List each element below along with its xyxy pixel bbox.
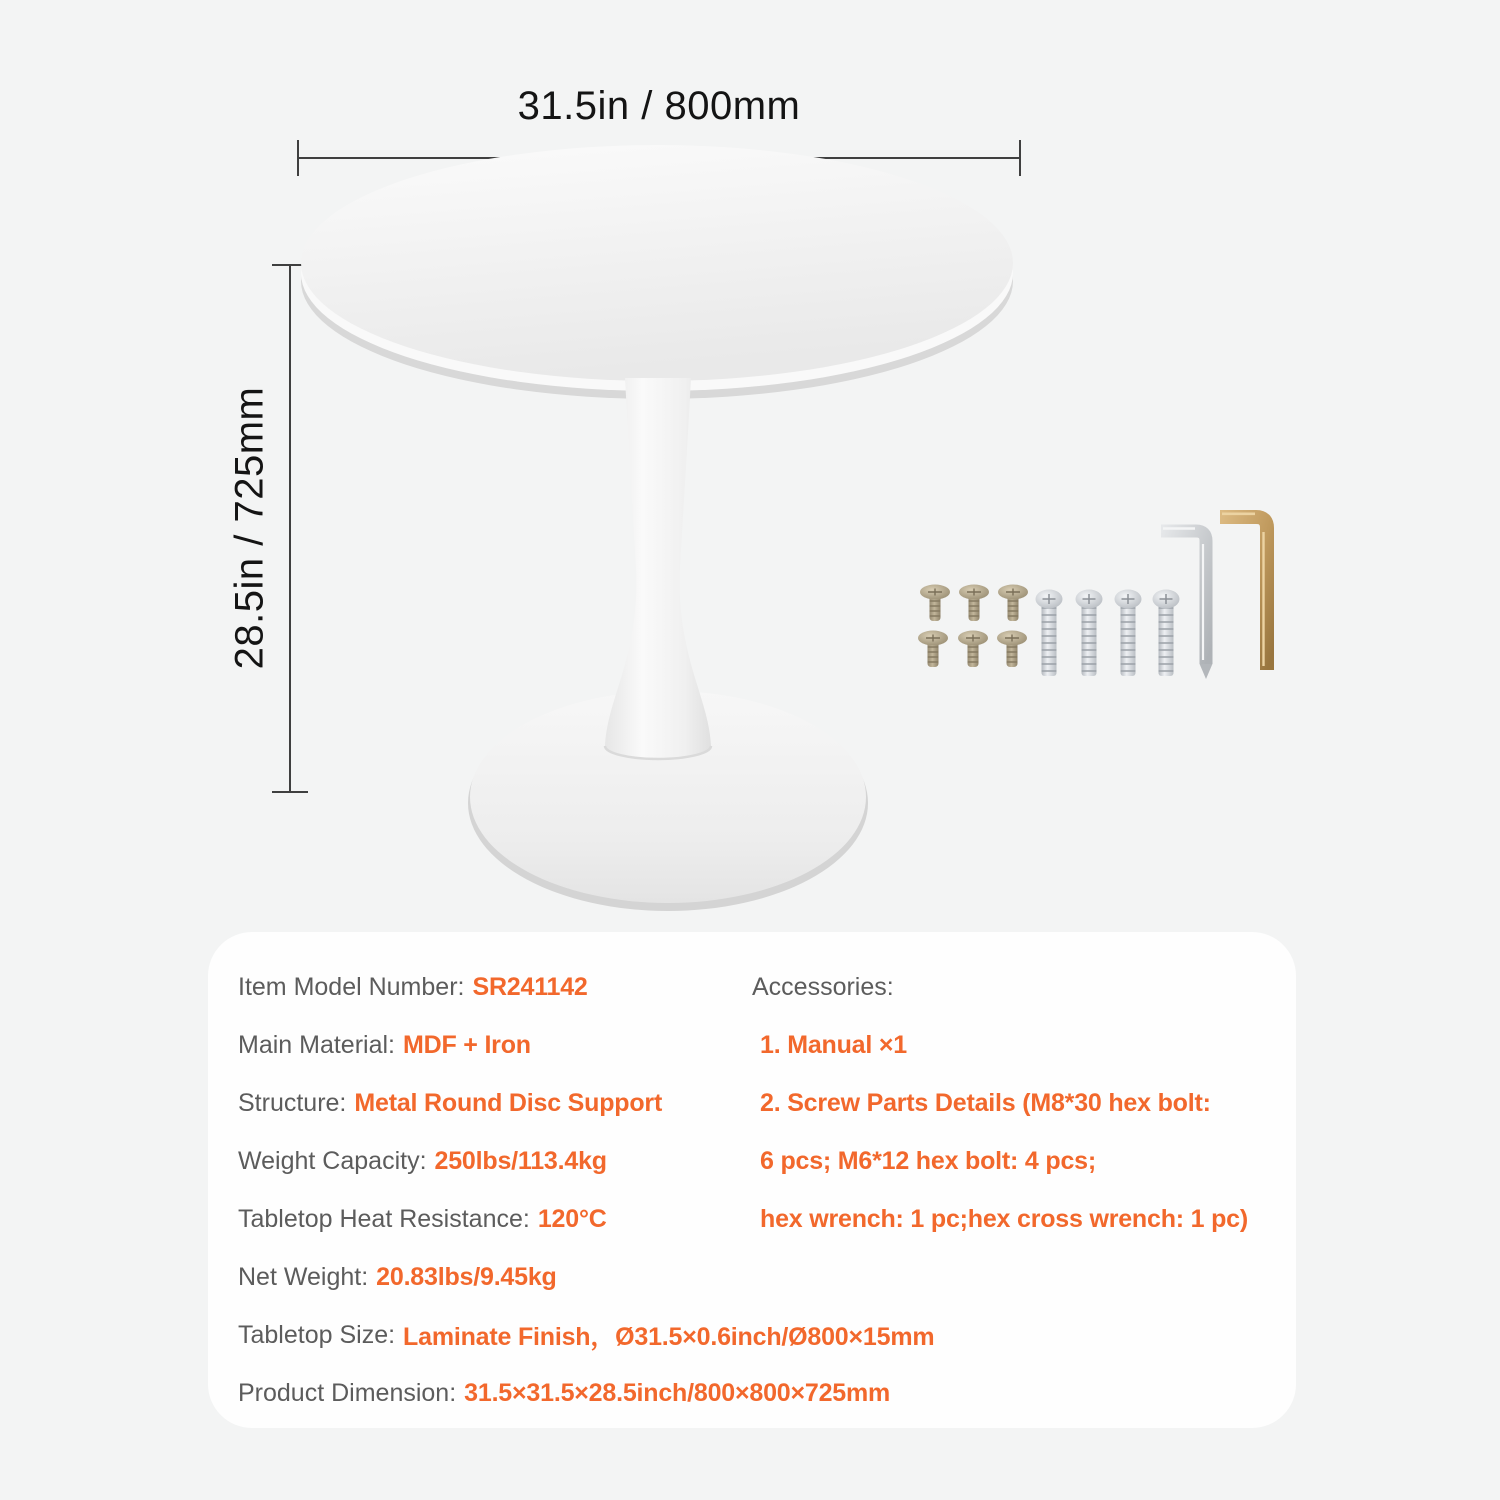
accessory-item-wrenches <box>752 1190 1296 1248</box>
spec-value: hex wrench: 1 pc;hex cross wrench: 1 pc) <box>760 1204 1248 1233</box>
spec-value: SR241142 <box>472 972 588 1001</box>
spec-value: Laminate Finish，Ø31.5×0.6inch/Ø800×15mm <box>403 1323 935 1351</box>
spec-label: Item Model Number: <box>238 972 465 1001</box>
spec-label: Tabletop Heat Resistance: <box>238 1204 530 1233</box>
table-stem <box>605 378 711 759</box>
spec-row-model <box>238 958 752 1016</box>
spec-right-column <box>752 958 1296 1428</box>
accessory-item-manual <box>752 1016 1296 1074</box>
spec-label: Tabletop Size: <box>238 1320 396 1349</box>
hex-wrench-icon <box>1220 514 1267 670</box>
spec-label: Structure: <box>238 1088 347 1117</box>
spec-label: Weight Capacity: <box>238 1146 427 1175</box>
spec-value: MDF + Iron <box>403 1030 531 1059</box>
spec-value: 31.5×31.5×28.5inch/800×800×725mm <box>464 1378 891 1407</box>
spec-row-net-weight <box>238 1248 752 1306</box>
spec-value: Metal Round Disc Support <box>354 1088 663 1117</box>
long-hex-bolts <box>1036 590 1180 677</box>
spec-label: Main Material: <box>238 1030 395 1059</box>
spec-value: 120°C <box>537 1204 607 1233</box>
spec-label: Net Weight: <box>238 1262 369 1291</box>
short-hex-bolts <box>918 585 1028 668</box>
spec-panel <box>208 932 1296 1428</box>
height-dimension-label: 28.5in / 725mm <box>227 386 272 670</box>
tabletop <box>301 145 1013 399</box>
spec-label: Accessories: <box>752 972 894 1001</box>
spec-row-material <box>238 1016 752 1074</box>
accessory-item-screw-counts <box>752 1132 1296 1190</box>
accessories-heading <box>752 958 1296 1016</box>
spec-label: Product Dimension: <box>238 1378 457 1407</box>
width-dimension-label: 31.5in / 800mm <box>517 84 801 128</box>
spec-row-heat-resistance <box>238 1190 752 1248</box>
spec-value: 250lbs/113.4kg <box>434 1146 607 1175</box>
spec-row-product-dimension <box>238 1364 891 1422</box>
hardware-kit-image <box>890 480 1310 720</box>
spec-value: 6 pcs; M6*12 hex bolt: 4 pcs; <box>760 1146 1096 1175</box>
spec-row-structure <box>238 1074 752 1132</box>
spec-value: 20.83lbs/9.45kg <box>376 1262 557 1291</box>
spec-row-tabletop-size <box>238 1306 935 1364</box>
spec-value: 1. Manual ×1 <box>760 1030 907 1059</box>
spec-value: 2. Screw Parts Details (M8*30 hex bolt: <box>760 1088 1211 1117</box>
accessory-item-screw-parts <box>752 1074 1296 1132</box>
spec-row-weight-capacity <box>238 1132 752 1190</box>
